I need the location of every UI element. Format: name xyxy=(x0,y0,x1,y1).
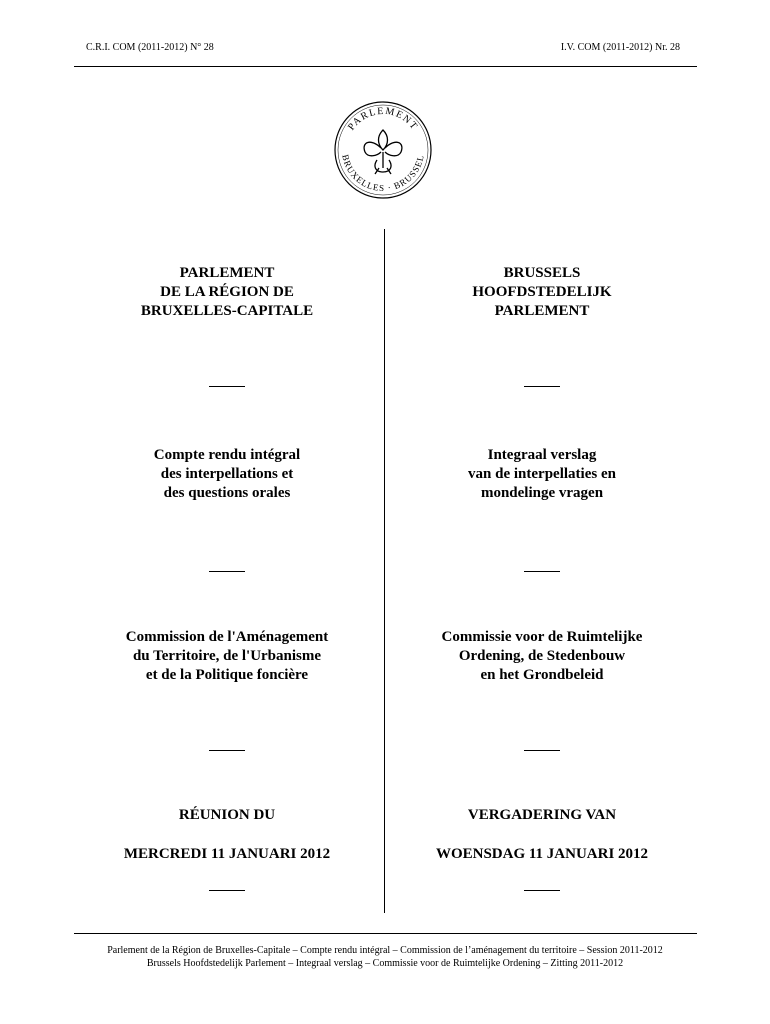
footer-divider xyxy=(74,933,697,934)
separator-dash xyxy=(392,380,692,392)
header-reference-fr: C.R.I. COM (2011-2012) N° 28 xyxy=(86,42,214,53)
meeting-date-fr: MERCREDI 11 JANUARI 2012 xyxy=(123,846,331,862)
header-divider xyxy=(74,66,697,67)
meeting-label-fr: RÉUNION DU xyxy=(178,807,276,823)
svg-text:BRUXELLES · BRUSSEL: BRUXELLES · BRUSSEL xyxy=(340,153,426,194)
footer xyxy=(40,944,730,970)
parliament-name-nl: BRUSSELS HOOFDSTEDELIJK PARLEMENT xyxy=(472,265,612,319)
commission-name-nl: Commissie voor de Ruimtelijke Ordening, de Stedenbouw en het Grondbeleid xyxy=(441,629,643,683)
separator-dash xyxy=(77,565,377,577)
separator-dash xyxy=(392,744,692,756)
separator-dash xyxy=(77,380,377,392)
report-title-fr: Compte rendu intégral des interpellations et des questions orales xyxy=(153,447,301,501)
meeting-label-nl: VERGADERING VAN xyxy=(467,807,617,823)
commission-name-fr: Commission de l'Aménagement du Territoire, de l'Urbanisme et de la Politique foncière xyxy=(125,629,329,683)
separator-dash xyxy=(392,884,692,896)
footer-line-nl: Brussels Hoofdstedelijk Parlement – Integraal verslag – Commissie voor de Ruimtelijke Ordening – Zitting 2011-2012 xyxy=(146,958,624,969)
report-title-nl: Integraal verslag van de interpellaties en mondelinge vragen xyxy=(468,447,616,501)
footer-line-fr: Parlement de la Région de Bruxelles-Capitale – Compte rendu intégral – Commission de l’aménagement du territoire – Session 2011-2012 xyxy=(107,945,663,956)
parliament-name-fr: PARLEMENT DE LA RÉGION DE BRUXELLES-CAPITALE xyxy=(140,265,314,319)
iris-flower-icon xyxy=(364,130,402,174)
parliament-seal-logo xyxy=(333,100,433,200)
column-divider xyxy=(384,229,385,913)
separator-dash xyxy=(77,744,377,756)
svg-text:PARLEMENT: PARLEMENT xyxy=(346,105,420,133)
separator-dash xyxy=(392,565,692,577)
header-reference-nl: I.V. COM (2011-2012) Nr. 28 xyxy=(560,42,680,53)
meeting-date-nl: WOENSDAG 11 JANUARI 2012 xyxy=(435,846,649,862)
separator-dash xyxy=(77,884,377,896)
